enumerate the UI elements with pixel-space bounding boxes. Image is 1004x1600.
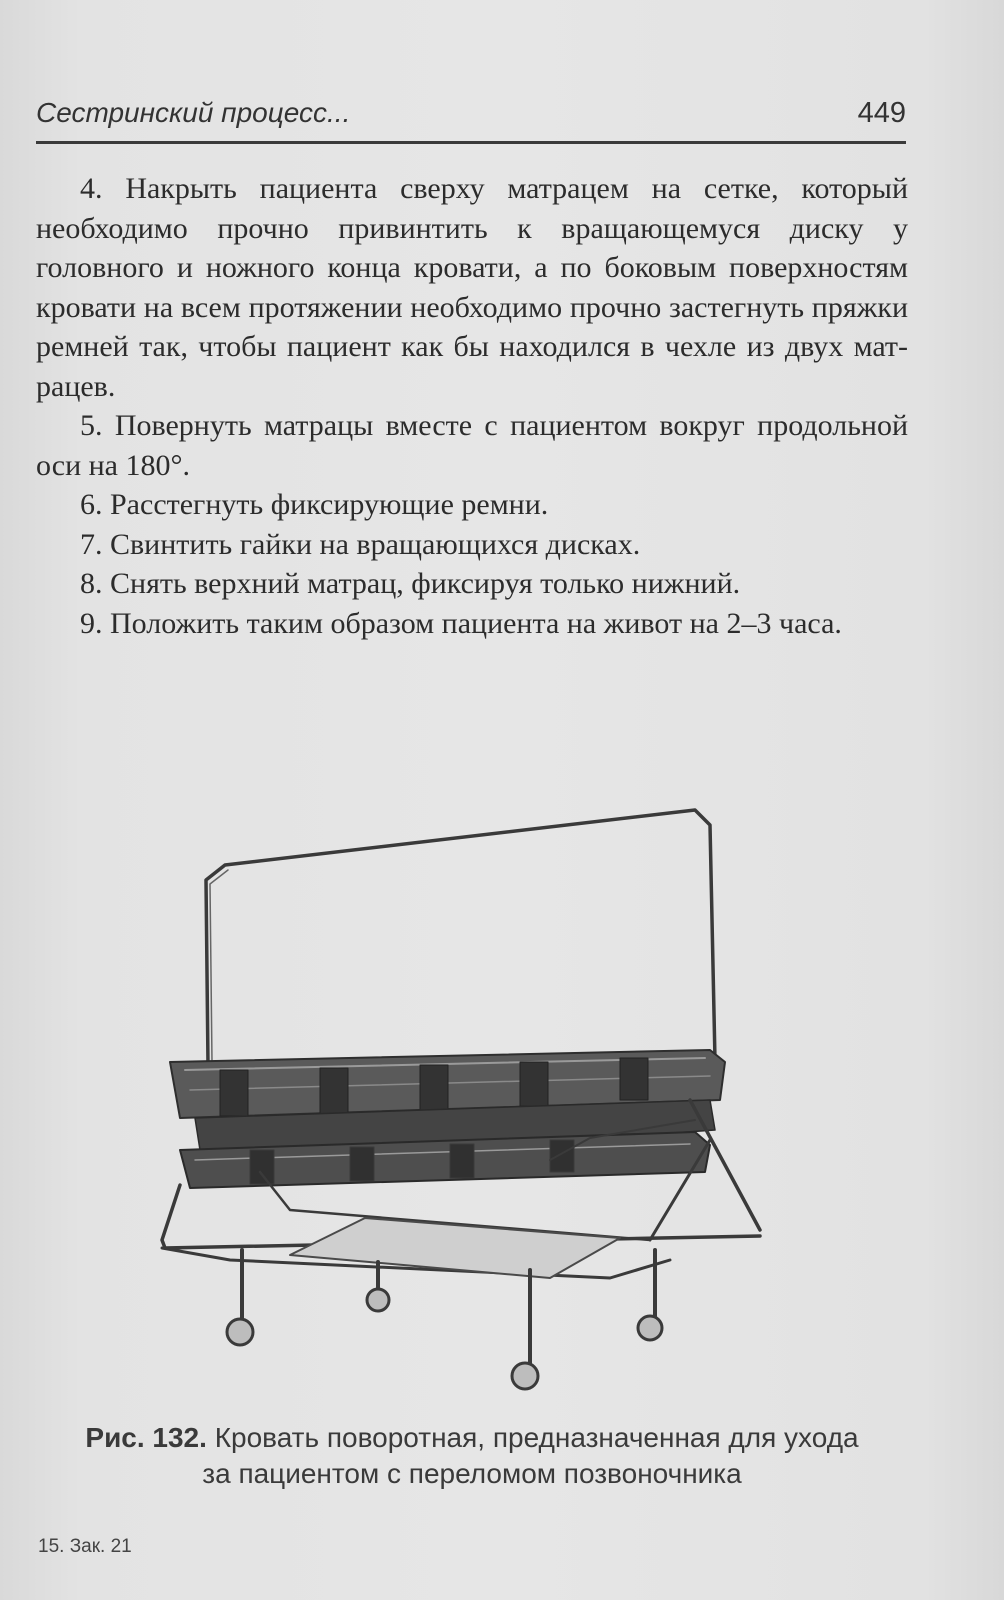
paragraph-step-8: 8. Снять верхний матрац, фиксируя только нижний.: [80, 567, 741, 600]
paragraph-step-9: 9. Положить таким образом пациента на живот на 2–3 часа.: [80, 606, 842, 640]
page-number: 449: [857, 97, 906, 129]
figure-label: Рис. 132.: [85, 1422, 207, 1453]
figure-caption: [36, 1420, 908, 1492]
paragraph-step-6: 6. Расстегнуть фиксирующие ремни.: [80, 488, 549, 521]
figure-rotating-bed: [150, 800, 790, 1400]
caption-line-2: за пациентом с переломом позвоночника: [202, 1458, 742, 1489]
paragraph-step-5: 5. Повернуть матрацы вместе с пациентом вокруг продольной оси на 180°.: [36, 409, 908, 482]
paragraph-step-4: 4. Накрыть пациента сверху матрацем на сетке, который необходимо прочно привинтить к вращающемуся диску у головного и ножного конца кровати, а по боковым поверхностям кровати на всем протяжении необходимо прочно застегнуть пряжки ремней так, чтобы пациент как бы находился в чехле из двух матрацев.: [36, 172, 908, 403]
rotating-bed-illustration: [150, 800, 790, 1400]
caption-text-1: Кровать поворотная, предназначенная для ухода: [214, 1422, 859, 1453]
body-text: [36, 169, 908, 643]
paragraph-step-7: 7. Свинтить гайки на вращающихся дисках.: [80, 527, 641, 561]
caption-line-1: [36, 1420, 908, 1456]
running-title: Сестринский процесс...: [36, 97, 351, 128]
running-header: [36, 97, 906, 144]
printer-imprint: 15. Зак. 21: [38, 1536, 132, 1557]
